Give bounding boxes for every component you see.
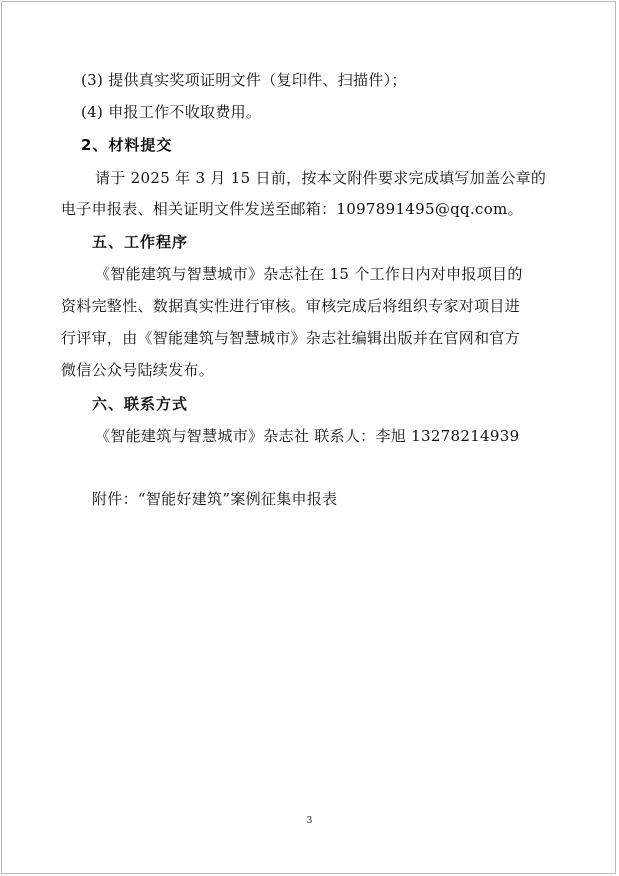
heading-materials: 2、材料提交 [81,136,173,154]
procedure-paragraph-line-3: 行评审，由《智能建筑与智慧城市》杂志社编辑出版并在官网和官方 [61,329,521,347]
attachment-line: 附件：“智能好建筑”案例征集申报表 [92,490,338,508]
materials-paragraph-line-2: 电子申报表、相关证明文件发送至邮箱：1097891495@qq.com。 [61,200,523,218]
contact-line: 《智能建筑与智慧城市》杂志社 联系人：李旭 13278214939 [95,427,520,445]
procedure-paragraph-line-2: 资料完整性、数据真实性进行审核。审核完成后将组织专家对项目进 [61,297,521,315]
page-number: 3 [306,816,313,826]
procedure-paragraph-line-4: 微信公众号陆续发布。 [61,361,215,379]
heading-contact: 六、联系方式 [92,395,189,413]
materials-paragraph-line-1: 请于 2025 年 3 月 15 日前，按本文附件要求完成填写加盖公章的 [95,169,547,187]
list-item-3: (3) 提供真实奖项证明文件（复印件、扫描件）； [81,71,407,89]
heading-procedure: 五、工作程序 [92,233,189,251]
procedure-paragraph-line-1: 《智能建筑与智慧城市》杂志社在 15 个工作日内对申报项目的 [95,265,523,283]
list-item-4: (4) 申报工作不收取费用。 [81,103,262,121]
